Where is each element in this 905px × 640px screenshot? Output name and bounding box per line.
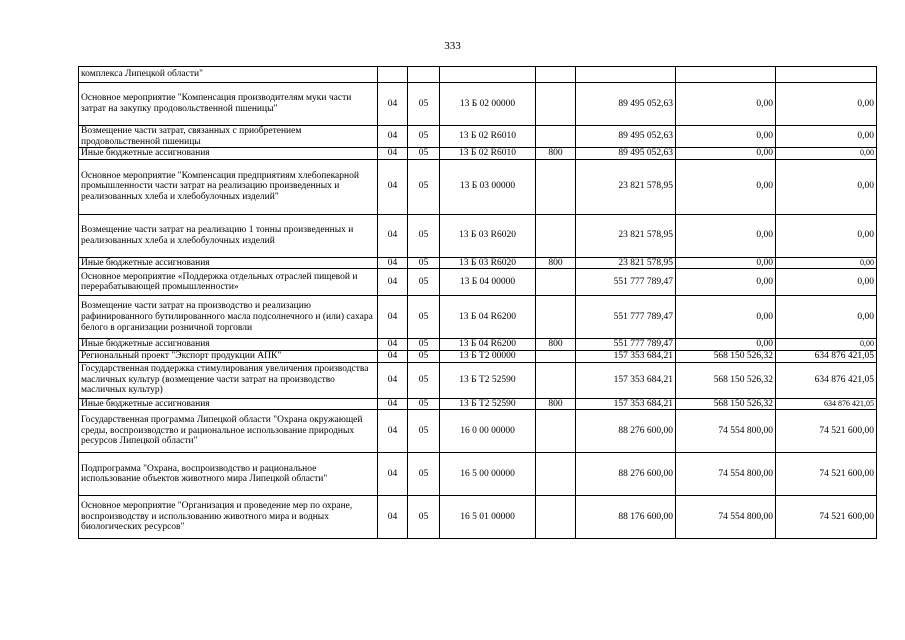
amount-year-1: 89 495 052,63 bbox=[576, 148, 676, 160]
row-name: Возмещение части затрат, связанных с приобретением продовольственной пшеницы bbox=[79, 126, 378, 148]
subsection-code: 05 bbox=[408, 148, 440, 160]
row-name: комплекса Липецкой области" bbox=[79, 67, 378, 83]
target-article-code: 16 5 00 00000 bbox=[440, 453, 536, 496]
amount-year-2: 0,00 bbox=[676, 126, 776, 148]
table-row bbox=[79, 269, 877, 296]
row-name: Иные бюджетные ассигнования bbox=[79, 148, 378, 160]
section-code: 04 bbox=[378, 296, 408, 339]
expense-type-code bbox=[536, 83, 576, 126]
subsection-code: 05 bbox=[408, 410, 440, 453]
amount-year-2: 568 150 526,32 bbox=[676, 350, 776, 362]
amount-year-3: 0,00 bbox=[776, 339, 877, 351]
amount-year-1: 88 276 600,00 bbox=[576, 410, 676, 453]
amount-year-3: 0,00 bbox=[776, 257, 877, 269]
row-name: Основное мероприятие "Организация и проведение мер по охране, воспроизводству и использованию животного мира и водных биологических ресурсов" bbox=[79, 496, 378, 539]
amount-year-1: 551 777 789,47 bbox=[576, 339, 676, 351]
target-article-code: 16 0 00 00000 bbox=[440, 410, 536, 453]
target-article-code: 13 Б 03 R6020 bbox=[440, 257, 536, 269]
table-row bbox=[79, 214, 877, 257]
expense-type-code: 800 bbox=[536, 398, 576, 410]
target-article-code: 13 Б 04 R6200 bbox=[440, 296, 536, 339]
amount-year-3: 0,00 bbox=[776, 126, 877, 148]
section-code: 04 bbox=[378, 83, 408, 126]
subsection-code: 05 bbox=[408, 453, 440, 496]
target-article-code: 13 Б Т2 52590 bbox=[440, 362, 536, 398]
amount-year-1: 157 353 684,21 bbox=[576, 398, 676, 410]
target-article-code: 13 Б 02 R6010 bbox=[440, 126, 536, 148]
expense-type-code: 800 bbox=[536, 148, 576, 160]
section-code: 04 bbox=[378, 159, 408, 214]
page-number: 333 bbox=[444, 40, 461, 52]
subsection-code: 05 bbox=[408, 159, 440, 214]
table-row bbox=[79, 159, 877, 214]
row-name: Возмещение части затрат на реализацию 1 тонны произведенных и реализованных хлеба и хлебобулочных изделий bbox=[79, 214, 378, 257]
amount-year-3: 0,00 bbox=[776, 214, 877, 257]
subsection-code: 05 bbox=[408, 214, 440, 257]
amount-year-3: 0,00 bbox=[776, 159, 877, 214]
amount-year-2: 0,00 bbox=[676, 257, 776, 269]
amount-year-3: 0,00 bbox=[776, 296, 877, 339]
table-row bbox=[79, 398, 877, 410]
subsection-code bbox=[408, 67, 440, 83]
subsection-code: 05 bbox=[408, 126, 440, 148]
table-row bbox=[79, 126, 877, 148]
amount-year-2: 0,00 bbox=[676, 83, 776, 126]
target-article-code: 13 Б Т2 00000 bbox=[440, 350, 536, 362]
amount-year-1: 89 495 052,63 bbox=[576, 126, 676, 148]
target-article-code: 13 Б 03 R6020 bbox=[440, 214, 536, 257]
amount-year-3: 74 521 600,00 bbox=[776, 453, 877, 496]
amount-year-2: 0,00 bbox=[676, 269, 776, 296]
section-code: 04 bbox=[378, 257, 408, 269]
section-code: 04 bbox=[378, 398, 408, 410]
target-article-code: 13 Б 03 00000 bbox=[440, 159, 536, 214]
expense-type-code bbox=[536, 453, 576, 496]
table-body bbox=[79, 67, 877, 539]
amount-year-3: 74 521 600,00 bbox=[776, 410, 877, 453]
amount-year-1: 157 353 684,21 bbox=[576, 350, 676, 362]
row-name: Основное мероприятие "Компенсация предприятиям хлебопекарной промышленности части затрат на реализацию произведенных и реализованных хлеба и хлебобулочных изделий" bbox=[79, 159, 378, 214]
row-name: Основное мероприятие «Поддержка отдельных отраслей пищевой и перерабатывающей промышленности» bbox=[79, 269, 378, 296]
amount-year-3: 634 876 421,05 bbox=[776, 398, 877, 410]
amount-year-3: 634 876 421,05 bbox=[776, 350, 877, 362]
section-code: 04 bbox=[378, 453, 408, 496]
section-code: 04 bbox=[378, 148, 408, 160]
row-name: Государственная программа Липецкой области "Охрана окружающей среды, воспроизводство и рациональное использование природных ресурсов Липецкой области" bbox=[79, 410, 378, 453]
amount-year-2: 0,00 bbox=[676, 339, 776, 351]
table-row bbox=[79, 148, 877, 160]
amount-year-2 bbox=[676, 67, 776, 83]
row-name: Основное мероприятие "Компенсация производителям муки части затрат на закупку продовольственной пшеницы" bbox=[79, 83, 378, 126]
table-row bbox=[79, 339, 877, 351]
section-code: 04 bbox=[378, 126, 408, 148]
expense-type-code bbox=[536, 67, 576, 83]
amount-year-2: 0,00 bbox=[676, 159, 776, 214]
amount-year-1: 88 176 600,00 bbox=[576, 496, 676, 539]
amount-year-1: 23 821 578,95 bbox=[576, 159, 676, 214]
target-article-code: 13 Б 04 00000 bbox=[440, 269, 536, 296]
section-code: 04 bbox=[378, 214, 408, 257]
subsection-code: 05 bbox=[408, 339, 440, 351]
amount-year-1: 88 276 600,00 bbox=[576, 453, 676, 496]
row-name: Иные бюджетные ассигнования bbox=[79, 257, 378, 269]
amount-year-3: 634 876 421,05 bbox=[776, 362, 877, 398]
subsection-code: 05 bbox=[408, 83, 440, 126]
row-name: Государственная поддержка стимулирования увеличения производства масличных культур (возмещение части затрат на производство масличных культур) bbox=[79, 362, 378, 398]
subsection-code: 05 bbox=[408, 362, 440, 398]
amount-year-2: 0,00 bbox=[676, 214, 776, 257]
section-code: 04 bbox=[378, 350, 408, 362]
amount-year-1: 551 777 789,47 bbox=[576, 296, 676, 339]
row-name: Подпрограмма "Охрана, воспроизводство и рациональное использование объектов животного мира Липецкой области" bbox=[79, 453, 378, 496]
expense-type-code bbox=[536, 159, 576, 214]
row-name: Иные бюджетные ассигнования bbox=[79, 339, 378, 351]
budget-table bbox=[78, 66, 877, 539]
subsection-code: 05 bbox=[408, 398, 440, 410]
amount-year-2: 568 150 526,32 bbox=[676, 398, 776, 410]
section-code: 04 bbox=[378, 410, 408, 453]
table-row bbox=[79, 410, 877, 453]
amount-year-1 bbox=[576, 67, 676, 83]
expense-type-code bbox=[536, 362, 576, 398]
expense-type-code bbox=[536, 126, 576, 148]
target-article-code bbox=[440, 67, 536, 83]
target-article-code: 13 Б 04 R6200 bbox=[440, 339, 536, 351]
expense-type-code bbox=[536, 269, 576, 296]
amount-year-1: 157 353 684,21 bbox=[576, 362, 676, 398]
amount-year-1: 551 777 789,47 bbox=[576, 269, 676, 296]
subsection-code: 05 bbox=[408, 296, 440, 339]
target-article-code: 16 5 01 00000 bbox=[440, 496, 536, 539]
subsection-code: 05 bbox=[408, 350, 440, 362]
expense-type-code bbox=[536, 496, 576, 539]
amount-year-3: 74 521 600,00 bbox=[776, 496, 877, 539]
target-article-code: 13 Б 02 00000 bbox=[440, 83, 536, 126]
section-code: 04 bbox=[378, 269, 408, 296]
table-row bbox=[79, 296, 877, 339]
amount-year-2: 0,00 bbox=[676, 296, 776, 339]
expense-type-code bbox=[536, 214, 576, 257]
amount-year-3: 0,00 bbox=[776, 83, 877, 126]
amount-year-2: 74 554 800,00 bbox=[676, 496, 776, 539]
section-code: 04 bbox=[378, 339, 408, 351]
section-code: 04 bbox=[378, 362, 408, 398]
table-row bbox=[79, 257, 877, 269]
subsection-code: 05 bbox=[408, 496, 440, 539]
target-article-code: 13 Б Т2 52590 bbox=[440, 398, 536, 410]
amount-year-1: 89 495 052,63 bbox=[576, 83, 676, 126]
amount-year-2: 74 554 800,00 bbox=[676, 453, 776, 496]
expense-type-code bbox=[536, 296, 576, 339]
expense-type-code bbox=[536, 410, 576, 453]
amount-year-2: 568 150 526,32 bbox=[676, 362, 776, 398]
section-code bbox=[378, 67, 408, 83]
expense-type-code bbox=[536, 350, 576, 362]
row-name: Иные бюджетные ассигнования bbox=[79, 398, 378, 410]
table-row bbox=[79, 83, 877, 126]
row-name: Региональный проект "Экспорт продукции АПК" bbox=[79, 350, 378, 362]
amount-year-1: 23 821 578,95 bbox=[576, 257, 676, 269]
amount-year-1: 23 821 578,95 bbox=[576, 214, 676, 257]
subsection-code: 05 bbox=[408, 257, 440, 269]
expense-type-code: 800 bbox=[536, 257, 576, 269]
table-row bbox=[79, 362, 877, 398]
table-row bbox=[79, 496, 877, 539]
row-name: Возмещение части затрат на производство и реализацию рафинированного бутилированного масла подсолнечного и (или) сахара белого в организации розничной торговли bbox=[79, 296, 378, 339]
table-row bbox=[79, 350, 877, 362]
target-article-code: 13 Б 02 R6010 bbox=[440, 148, 536, 160]
section-code: 04 bbox=[378, 496, 408, 539]
amount-year-3: 0,00 bbox=[776, 269, 877, 296]
expense-type-code: 800 bbox=[536, 339, 576, 351]
subsection-code: 05 bbox=[408, 269, 440, 296]
table-row bbox=[79, 453, 877, 496]
amount-year-2: 74 554 800,00 bbox=[676, 410, 776, 453]
table-row bbox=[79, 67, 877, 83]
amount-year-2: 0,00 bbox=[676, 148, 776, 160]
amount-year-3: 0,00 bbox=[776, 148, 877, 160]
amount-year-3 bbox=[776, 67, 877, 83]
